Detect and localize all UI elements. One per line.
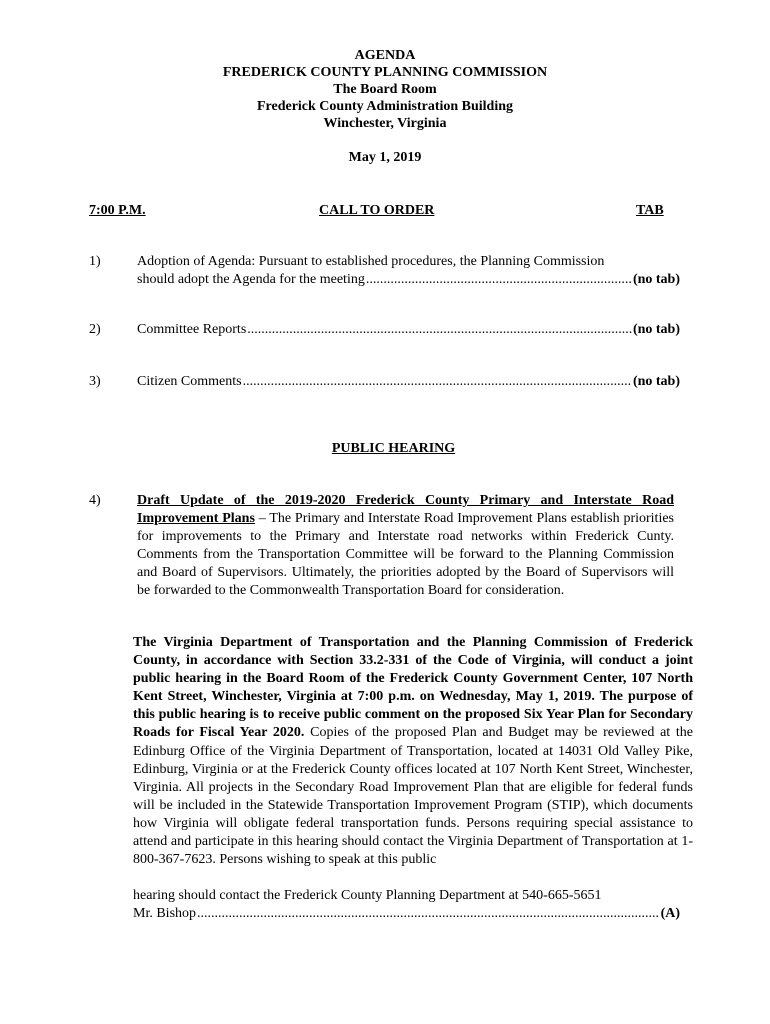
call-to-order-heading: CALL TO ORDER (319, 203, 435, 218)
item-number: 3) (89, 374, 101, 389)
public-hearing-heading: PUBLIC HEARING (331, 441, 456, 456)
item-1-text: Adoption of Agenda: Pursuant to established procedures, the Planning Commission (137, 254, 605, 269)
leader-dots (366, 271, 632, 289)
meeting-date: May 1, 2019 (348, 150, 422, 165)
building-name: Frederick County Administration Building (256, 99, 514, 114)
item-number: 1) (89, 254, 101, 269)
notice-bold: The Virginia Department of Transportation and the Planning Commission of Frederick County, in accordance with Section 33.2-331 of the Code of Virginia, will conduct a joint public hearing in the Board Room of the Frederick County Government Center, 107 North Kent Street, Winchester, Virginia at 7:00 p.m. on Wednesday, May 1, 2019. The purpose of this public hearing is to receive public comment on the proposed Six Year Plan for Secondary Roads for Fiscal Year 2020. (133, 635, 693, 741)
item-2-tab: (no tab) (632, 322, 680, 337)
leader-dots (243, 373, 632, 391)
presenter-name: Mr. Bishop (133, 906, 197, 921)
item-3-label: Citizen Comments (137, 374, 242, 389)
public-notice (133, 634, 693, 869)
item-4-description (137, 492, 674, 600)
tab-heading: TAB (636, 203, 664, 218)
item-number: 2) (89, 322, 101, 337)
item-4-tab: (A) (660, 906, 680, 921)
time-heading: 7:00 P.M. (89, 203, 146, 218)
leader-dots (247, 321, 632, 339)
leader-dots (197, 905, 660, 923)
agenda-heading: AGENDA (354, 48, 416, 63)
item-1-tab: (no tab) (632, 272, 680, 287)
room-name: The Board Room (333, 82, 437, 97)
commission-name: FREDERICK COUNTY PLANNING COMMISSION (222, 65, 548, 80)
presenter-leader (133, 905, 680, 923)
item-4-title: Draft Update of the 2019-2020 Frederick County Primary and Interstate Road Improvement Plans (137, 493, 674, 526)
item-number: 4) (89, 493, 101, 508)
notice-last-line: hearing should contact the Frederick County Planning Department at 540-665-5651 (133, 888, 602, 903)
item-1-label: should adopt the Agenda for the meeting (137, 272, 365, 287)
city-name: Winchester, Virginia (323, 116, 447, 131)
item-2-label: Committee Reports (137, 322, 247, 337)
notice-text: Copies of the proposed Plan and Budget may be reviewed at the Edinburg Office of the Virginia Department of Transportation, located at 14031 Old Valley Pike, Edinburg, Virginia or at the Frederick County offices located at 107 North Kent Street, Winchester, Virginia. All projects in the Secondary Road Improvement Plan that are eligible for federal funds will be included in the Statewide Transportation Improvement Program (STIP), which documents how Virginia will obligate federal transportation funds. Persons requiring special assistance to attend and participate in this hearing should contact the Virginia Department of Transportation at 1-800-367-7623. Persons wishing to speak at this public (133, 725, 693, 868)
item-3-leader (137, 373, 680, 391)
item-3-tab: (no tab) (632, 374, 680, 389)
item-2-leader (137, 321, 680, 339)
item-1-leader (137, 271, 680, 289)
item-4-desc: – The Primary and Interstate Road Improvement Plans establish priorities for improvements to the Primary and Interstate road networks within Frederick Cunty. Comments from the Transportation Committee will be forward to the Planning Commission and Board of Supervisors. Ultimately, the priorities adopted by the Board of Supervisors will be forwarded to the Commonwealth Transportation Board for consideration. (137, 511, 674, 598)
